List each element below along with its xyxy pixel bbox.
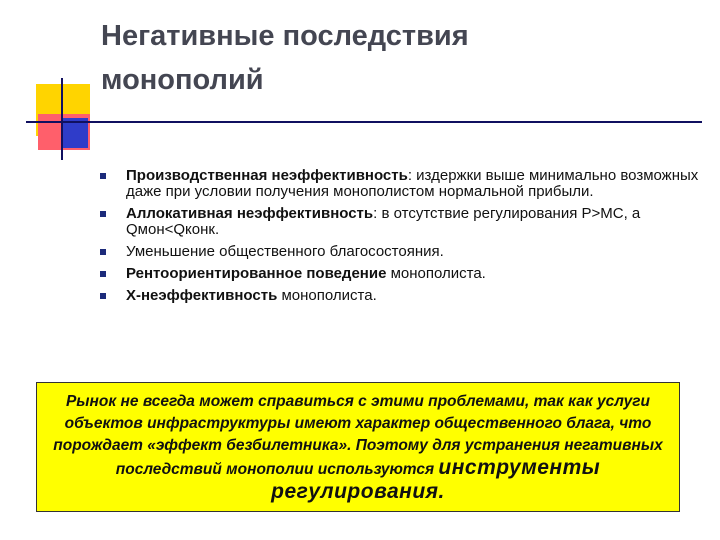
slide-title: [101, 14, 661, 102]
bullet-bold: Производственная неэффективность: [126, 167, 408, 184]
bullet-text: : издержки выше минимально возможных даже при условии получения монополистом нормальной прибыли.: [126, 167, 699, 200]
bullet-square-icon: [100, 293, 106, 299]
bullet-bold: Х-неэффективность: [126, 287, 278, 304]
bullet-item: [100, 244, 700, 260]
bullet-text: монополиста.: [277, 287, 377, 304]
highlight-note-box: [36, 382, 680, 512]
bullet-item: [100, 168, 700, 200]
title-line-1: Негативные последствия: [101, 20, 469, 52]
note-text: Рынок не всегда может справиться с этими проблемами, так как услуги объектов инфраструктуры имеют характер общественного блага, что порождает «эффект безбилетника». Поэтому для устранения негативных последствий монополии используются: [53, 393, 663, 478]
bullet-text: монополиста.: [386, 265, 486, 282]
bullet-square-icon: [100, 211, 106, 217]
bullet-list: [100, 168, 700, 310]
bullet-item: [100, 266, 700, 282]
title-line-2: монополий: [101, 64, 264, 96]
bullet-square-icon: [100, 173, 106, 179]
bullet-square-icon: [100, 249, 106, 255]
bullet-item: [100, 206, 700, 238]
bullet-square-icon: [100, 271, 106, 277]
note-emphasis: инструменты регулирования.: [271, 456, 601, 503]
bullet-bold: Аллокативная неэффективность: [126, 205, 374, 222]
bullet-item: [100, 288, 700, 304]
bullet-text: : в отсутствие регулирования P>MC, а Qмон<Qконк.: [126, 205, 641, 238]
deco-horizontal-line: [26, 121, 702, 123]
deco-vertical-line: [61, 78, 63, 160]
bullet-bold: Рентоориентированное поведение: [126, 265, 387, 282]
bullet-text: Уменьшение общественного благосостояния.: [126, 243, 444, 260]
